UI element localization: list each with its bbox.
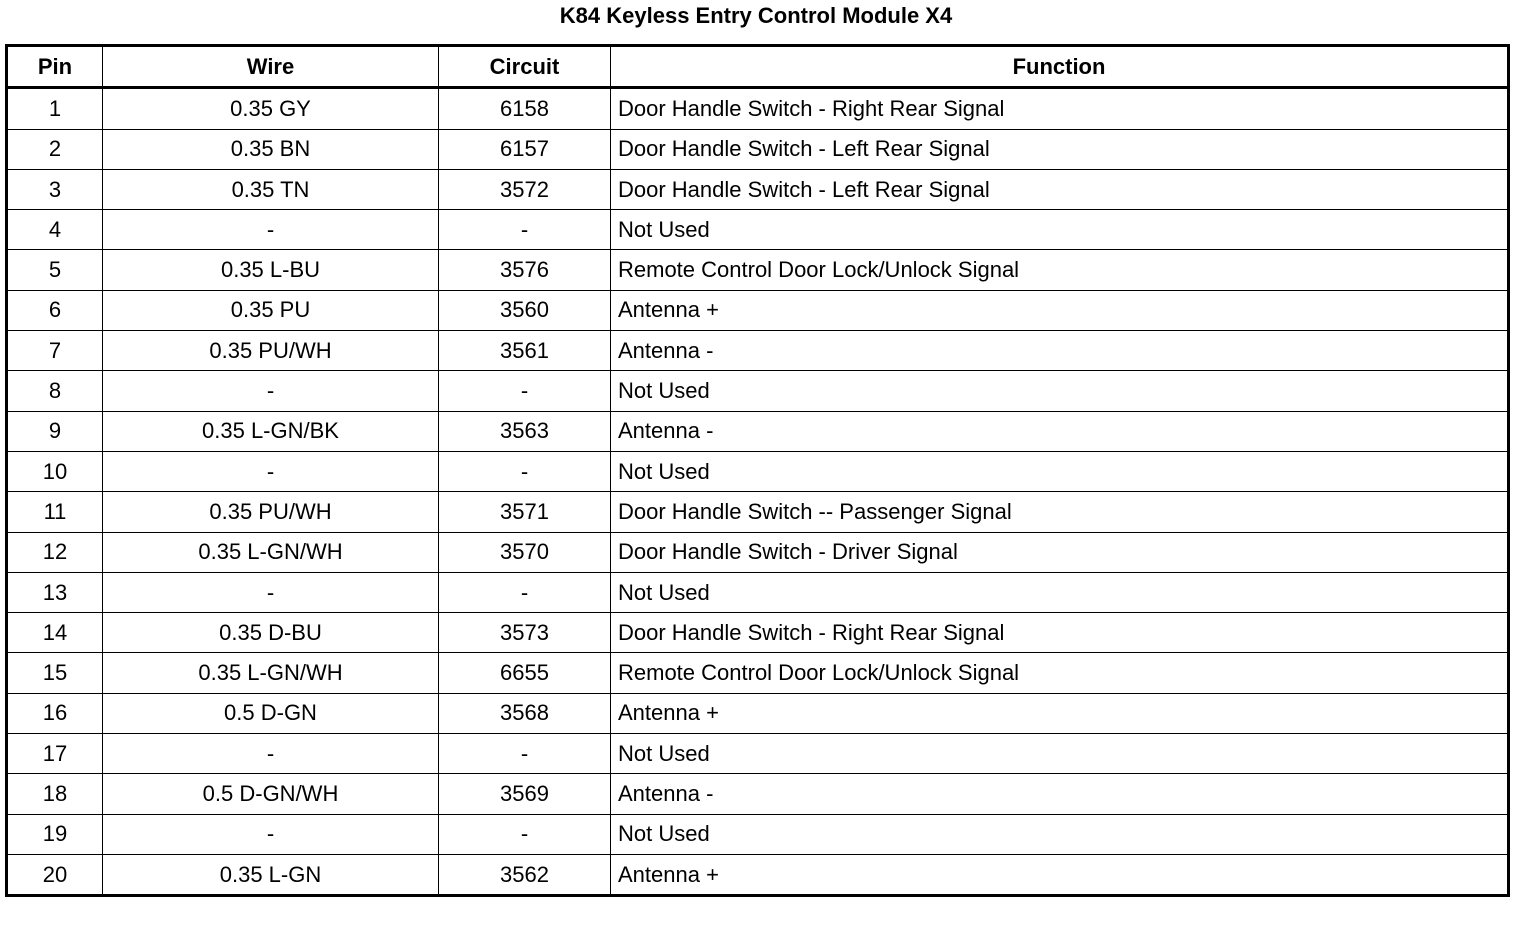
pin-column-header: Pin (7, 46, 103, 88)
circuit-cell: 3576 (439, 250, 611, 290)
table-body (7, 88, 1509, 896)
function-cell: Door Handle Switch - Right Rear Signal (611, 613, 1509, 653)
wire-cell: 0.35 GY (103, 88, 439, 129)
function-cell: Door Handle Switch - Left Rear Signal (611, 169, 1509, 209)
function-cell: Not Used (611, 572, 1509, 612)
function-cell: Not Used (611, 210, 1509, 250)
pin-cell: 11 (7, 492, 103, 532)
circuit-cell: 3570 (439, 532, 611, 572)
circuit-cell: 3568 (439, 693, 611, 733)
circuit-cell: 3560 (439, 290, 611, 330)
table-row (7, 250, 1509, 290)
function-cell: Door Handle Switch - Driver Signal (611, 532, 1509, 572)
pin-cell: 8 (7, 371, 103, 411)
wire-cell: 0.35 L-GN/WH (103, 532, 439, 572)
function-column-header: Function (611, 46, 1509, 88)
circuit-cell: 3571 (439, 492, 611, 532)
wire-cell: - (103, 451, 439, 491)
table-row (7, 331, 1509, 371)
pin-cell: 6 (7, 290, 103, 330)
pin-cell: 17 (7, 734, 103, 774)
pin-cell: 15 (7, 653, 103, 693)
wire-cell: 0.35 L-GN (103, 854, 439, 895)
function-cell: Door Handle Switch - Left Rear Signal (611, 129, 1509, 169)
wire-cell: 0.35 PU/WH (103, 331, 439, 371)
pin-cell: 14 (7, 613, 103, 653)
function-cell: Antenna - (611, 331, 1509, 371)
function-cell: Remote Control Door Lock/Unlock Signal (611, 653, 1509, 693)
table-title: K84 Keyless Entry Control Module X4 (559, 3, 953, 28)
pin-cell: 19 (7, 814, 103, 854)
table-row (7, 210, 1509, 250)
wire-cell: 0.35 PU/WH (103, 492, 439, 532)
pin-cell: 1 (7, 88, 103, 129)
pin-cell: 20 (7, 854, 103, 895)
connector-pinout-table (5, 44, 1510, 897)
circuit-cell: 3573 (439, 613, 611, 653)
table-row (7, 411, 1509, 451)
function-cell: Antenna + (611, 854, 1509, 895)
pin-cell: 9 (7, 411, 103, 451)
wire-cell: 0.35 D-BU (103, 613, 439, 653)
table-row (7, 290, 1509, 330)
wire-cell: 0.5 D-GN (103, 693, 439, 733)
table-row (7, 572, 1509, 612)
table-row (7, 693, 1509, 733)
function-cell: Remote Control Door Lock/Unlock Signal (611, 250, 1509, 290)
pin-cell: 7 (7, 331, 103, 371)
function-cell: Antenna + (611, 693, 1509, 733)
circuit-cell: 6655 (439, 653, 611, 693)
table-row (7, 371, 1509, 411)
wire-cell: 0.35 TN (103, 169, 439, 209)
wire-cell: 0.35 BN (103, 129, 439, 169)
pin-cell: 10 (7, 451, 103, 491)
circuit-cell: - (439, 572, 611, 612)
wire-cell: - (103, 210, 439, 250)
pin-cell: 5 (7, 250, 103, 290)
circuit-column-header: Circuit (439, 46, 611, 88)
table-row (7, 613, 1509, 653)
wire-cell: - (103, 371, 439, 411)
wire-cell: 0.35 L-GN/BK (103, 411, 439, 451)
circuit-cell: 6158 (439, 88, 611, 129)
circuit-cell: 3562 (439, 854, 611, 895)
function-cell: Not Used (611, 451, 1509, 491)
table-row (7, 492, 1509, 532)
table-row (7, 734, 1509, 774)
table-row (7, 451, 1509, 491)
circuit-cell: 3563 (439, 411, 611, 451)
function-cell: Not Used (611, 814, 1509, 854)
wire-cell: 0.35 L-BU (103, 250, 439, 290)
pin-cell: 2 (7, 129, 103, 169)
circuit-cell: - (439, 451, 611, 491)
table-row (7, 774, 1509, 814)
wire-cell: 0.35 L-GN/WH (103, 653, 439, 693)
wire-cell: - (103, 572, 439, 612)
header-row (7, 46, 1509, 88)
function-cell: Door Handle Switch - Right Rear Signal (611, 88, 1509, 129)
pin-cell: 12 (7, 532, 103, 572)
pin-cell: 13 (7, 572, 103, 612)
table-row (7, 88, 1509, 129)
circuit-cell: 3569 (439, 774, 611, 814)
circuit-cell: 3561 (439, 331, 611, 371)
wire-cell: - (103, 814, 439, 854)
wire-cell: 0.5 D-GN/WH (103, 774, 439, 814)
wire-cell: - (103, 734, 439, 774)
circuit-cell: - (439, 210, 611, 250)
circuit-cell: 3572 (439, 169, 611, 209)
function-cell: Antenna - (611, 774, 1509, 814)
pin-cell: 4 (7, 210, 103, 250)
function-cell: Antenna - (611, 411, 1509, 451)
circuit-cell: - (439, 734, 611, 774)
table-row (7, 129, 1509, 169)
wire-cell: 0.35 PU (103, 290, 439, 330)
table-row (7, 169, 1509, 209)
function-cell: Antenna + (611, 290, 1509, 330)
table-row (7, 854, 1509, 895)
function-cell: Door Handle Switch -- Passenger Signal (611, 492, 1509, 532)
function-cell: Not Used (611, 371, 1509, 411)
circuit-cell: 6157 (439, 129, 611, 169)
table-row (7, 814, 1509, 854)
table-row (7, 532, 1509, 572)
circuit-cell: - (439, 371, 611, 411)
pin-cell: 18 (7, 774, 103, 814)
wire-column-header: Wire (103, 46, 439, 88)
pin-cell: 3 (7, 169, 103, 209)
table-row (7, 653, 1509, 693)
function-cell: Not Used (611, 734, 1509, 774)
circuit-cell: - (439, 814, 611, 854)
pin-cell: 16 (7, 693, 103, 733)
